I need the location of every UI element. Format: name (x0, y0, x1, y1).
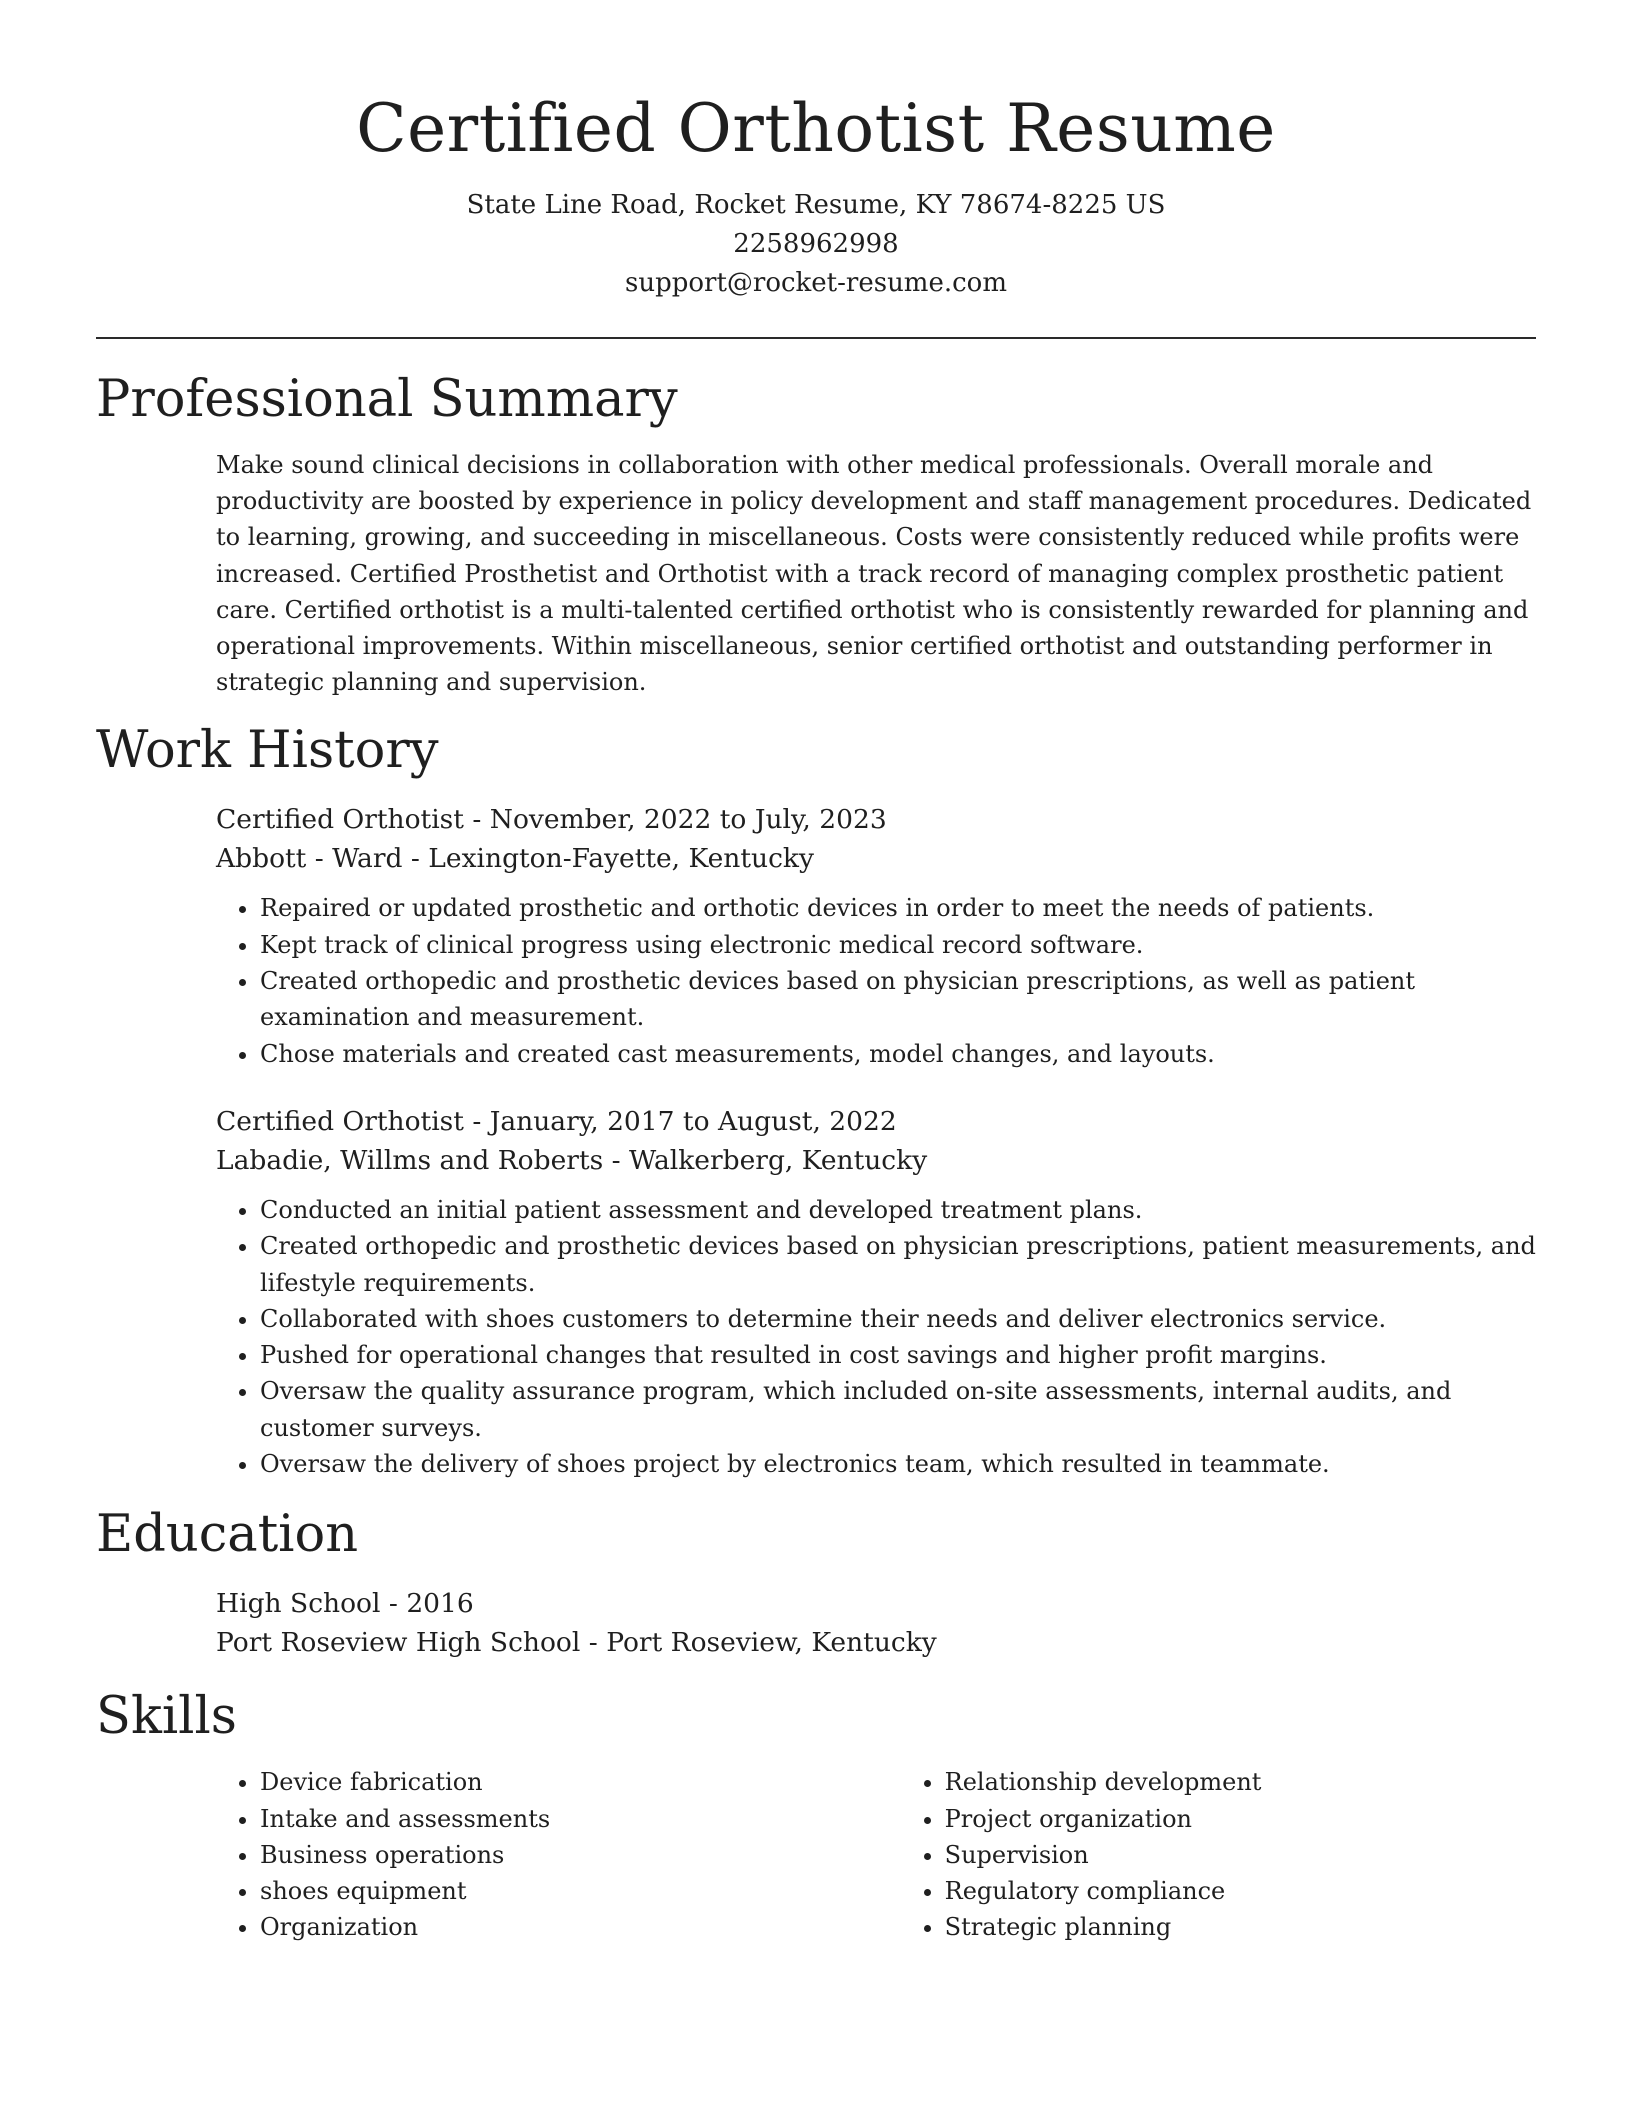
separator: - (380, 1588, 407, 1620)
skill-item: • Intake and assessments (260, 1801, 901, 1837)
job-duty: • Collaborated with shoes customers to determine their needs and deliver electronics service. (260, 1301, 1536, 1337)
job-duty: • Created orthopedic and prosthetic devices based on physician prescriptions, as well as patient examination and measurement. (260, 963, 1536, 1036)
skill-item: • Organization (260, 1909, 901, 1945)
skill-item: • shoes equipment (260, 1873, 901, 1909)
job-duty: • Kept track of clinical progress using electronic medical record software. (260, 927, 1536, 963)
resume-title: Certified Orthotist Resume (356, 90, 1276, 167)
skill-item: • Device fabrication (260, 1764, 901, 1800)
job-duty: • Created orthopedic and prosthetic devices based on physician prescriptions, patient measurements, and lifestyle requirements. (260, 1228, 1536, 1301)
skill-item: • Relationship development (945, 1764, 1536, 1800)
contact-email: support@rocket-resume.com (624, 268, 1007, 298)
job-location: Walkerberg, Kentucky (629, 1144, 928, 1176)
job-title-line (216, 800, 1536, 839)
skills-heading: Skills (96, 1687, 237, 1747)
skills-list-left (216, 1764, 901, 1945)
contact-block (96, 186, 1536, 303)
education-year: 2016 (406, 1588, 474, 1620)
job-dates: January, 2017 to August, 2022 (489, 1105, 897, 1137)
job-entry (216, 800, 1536, 1071)
job-duty: • Oversaw the quality assurance program, which included on-site assessments, internal audits, and customer surveys. (260, 1373, 1536, 1446)
separator: - (402, 843, 429, 875)
separator: - (603, 1144, 630, 1176)
contact-phone: 2258962998 (733, 229, 899, 259)
job-duties-list (216, 890, 1536, 1071)
education-school-line (216, 1623, 1536, 1662)
job-employer-line (216, 1141, 1536, 1180)
education-section (216, 1584, 1536, 1662)
header-divider (96, 337, 1536, 339)
job-duties-list (216, 1192, 1536, 1482)
skill-item: • Regulatory compliance (945, 1873, 1536, 1909)
education-location: Port Roseview, Kentucky (606, 1627, 937, 1659)
skills-list-right (901, 1764, 1536, 1945)
job-duty: • Chose materials and created cast measurements, model changes, and layouts. (260, 1036, 1536, 1072)
education-school: Port Roseview High School (216, 1627, 581, 1659)
resume-page (96, 0, 1536, 1946)
job-employer: Labadie, Willms and Roberts (216, 1144, 604, 1176)
job-duty: • Oversaw the delivery of shoes project by electronics team, which resulted in teammate. (260, 1446, 1536, 1482)
job-location: Lexington-Fayette, Kentucky (428, 843, 814, 875)
job-duty: • Repaired or updated prosthetic and orthotic devices in order to meet the needs of patients. (260, 890, 1536, 926)
job-employer-line (216, 839, 1536, 878)
job-entry (216, 1102, 1536, 1482)
job-title: Certified Orthotist (216, 804, 464, 836)
skill-item: • Business operations (260, 1837, 901, 1873)
job-title-line (216, 1102, 1536, 1141)
separator: - (463, 1105, 490, 1137)
job-employer: Abbott - Ward (216, 843, 403, 875)
skill-item: • Strategic planning (945, 1909, 1536, 1945)
job-title: Certified Orthotist (216, 1105, 464, 1137)
education-degree: High School (216, 1588, 381, 1620)
skills-columns (216, 1764, 1536, 1945)
skills-section (216, 1764, 1536, 1945)
separator: - (463, 804, 490, 836)
education-degree-line (216, 1584, 1536, 1623)
summary-section (216, 447, 1536, 700)
skill-item: • Supervision (945, 1837, 1536, 1873)
job-duty: • Conducted an initial patient assessment and developed treatment plans. (260, 1192, 1536, 1228)
contact-address: State Line Road, Rocket Resume, KY 78674-8225 US (466, 190, 1166, 220)
job-dates: November, 2022 to July, 2023 (489, 804, 887, 836)
work-history-section (216, 800, 1536, 1482)
education-heading: Education (96, 1505, 359, 1565)
work-history-heading: Work History (96, 721, 439, 781)
separator: - (580, 1627, 607, 1659)
skill-item: • Project organization (945, 1801, 1536, 1837)
job-duty: • Pushed for operational changes that resulted in cost savings and higher profit margins. (260, 1337, 1536, 1373)
summary-text: Make sound clinical decisions in collaboration with other medical professionals. Overall morale and productivity are boosted by experience in policy development and staff management procedures. Dedicated to learning, growing, and succeeding in miscellaneous. Costs were consistently reduced while profits were increased. Certified Prosthetist and Orthotist with a track record of managing complex prosthetic patient care. Certified orthotist is a multi-talented certified orthotist who is consistently rewarded for planning and operational improvements. Within miscellaneous, senior certified orthotist and outstanding performer in strategic planning and supervision. (216, 451, 1532, 697)
summary-heading: Professional Summary (96, 370, 678, 429)
